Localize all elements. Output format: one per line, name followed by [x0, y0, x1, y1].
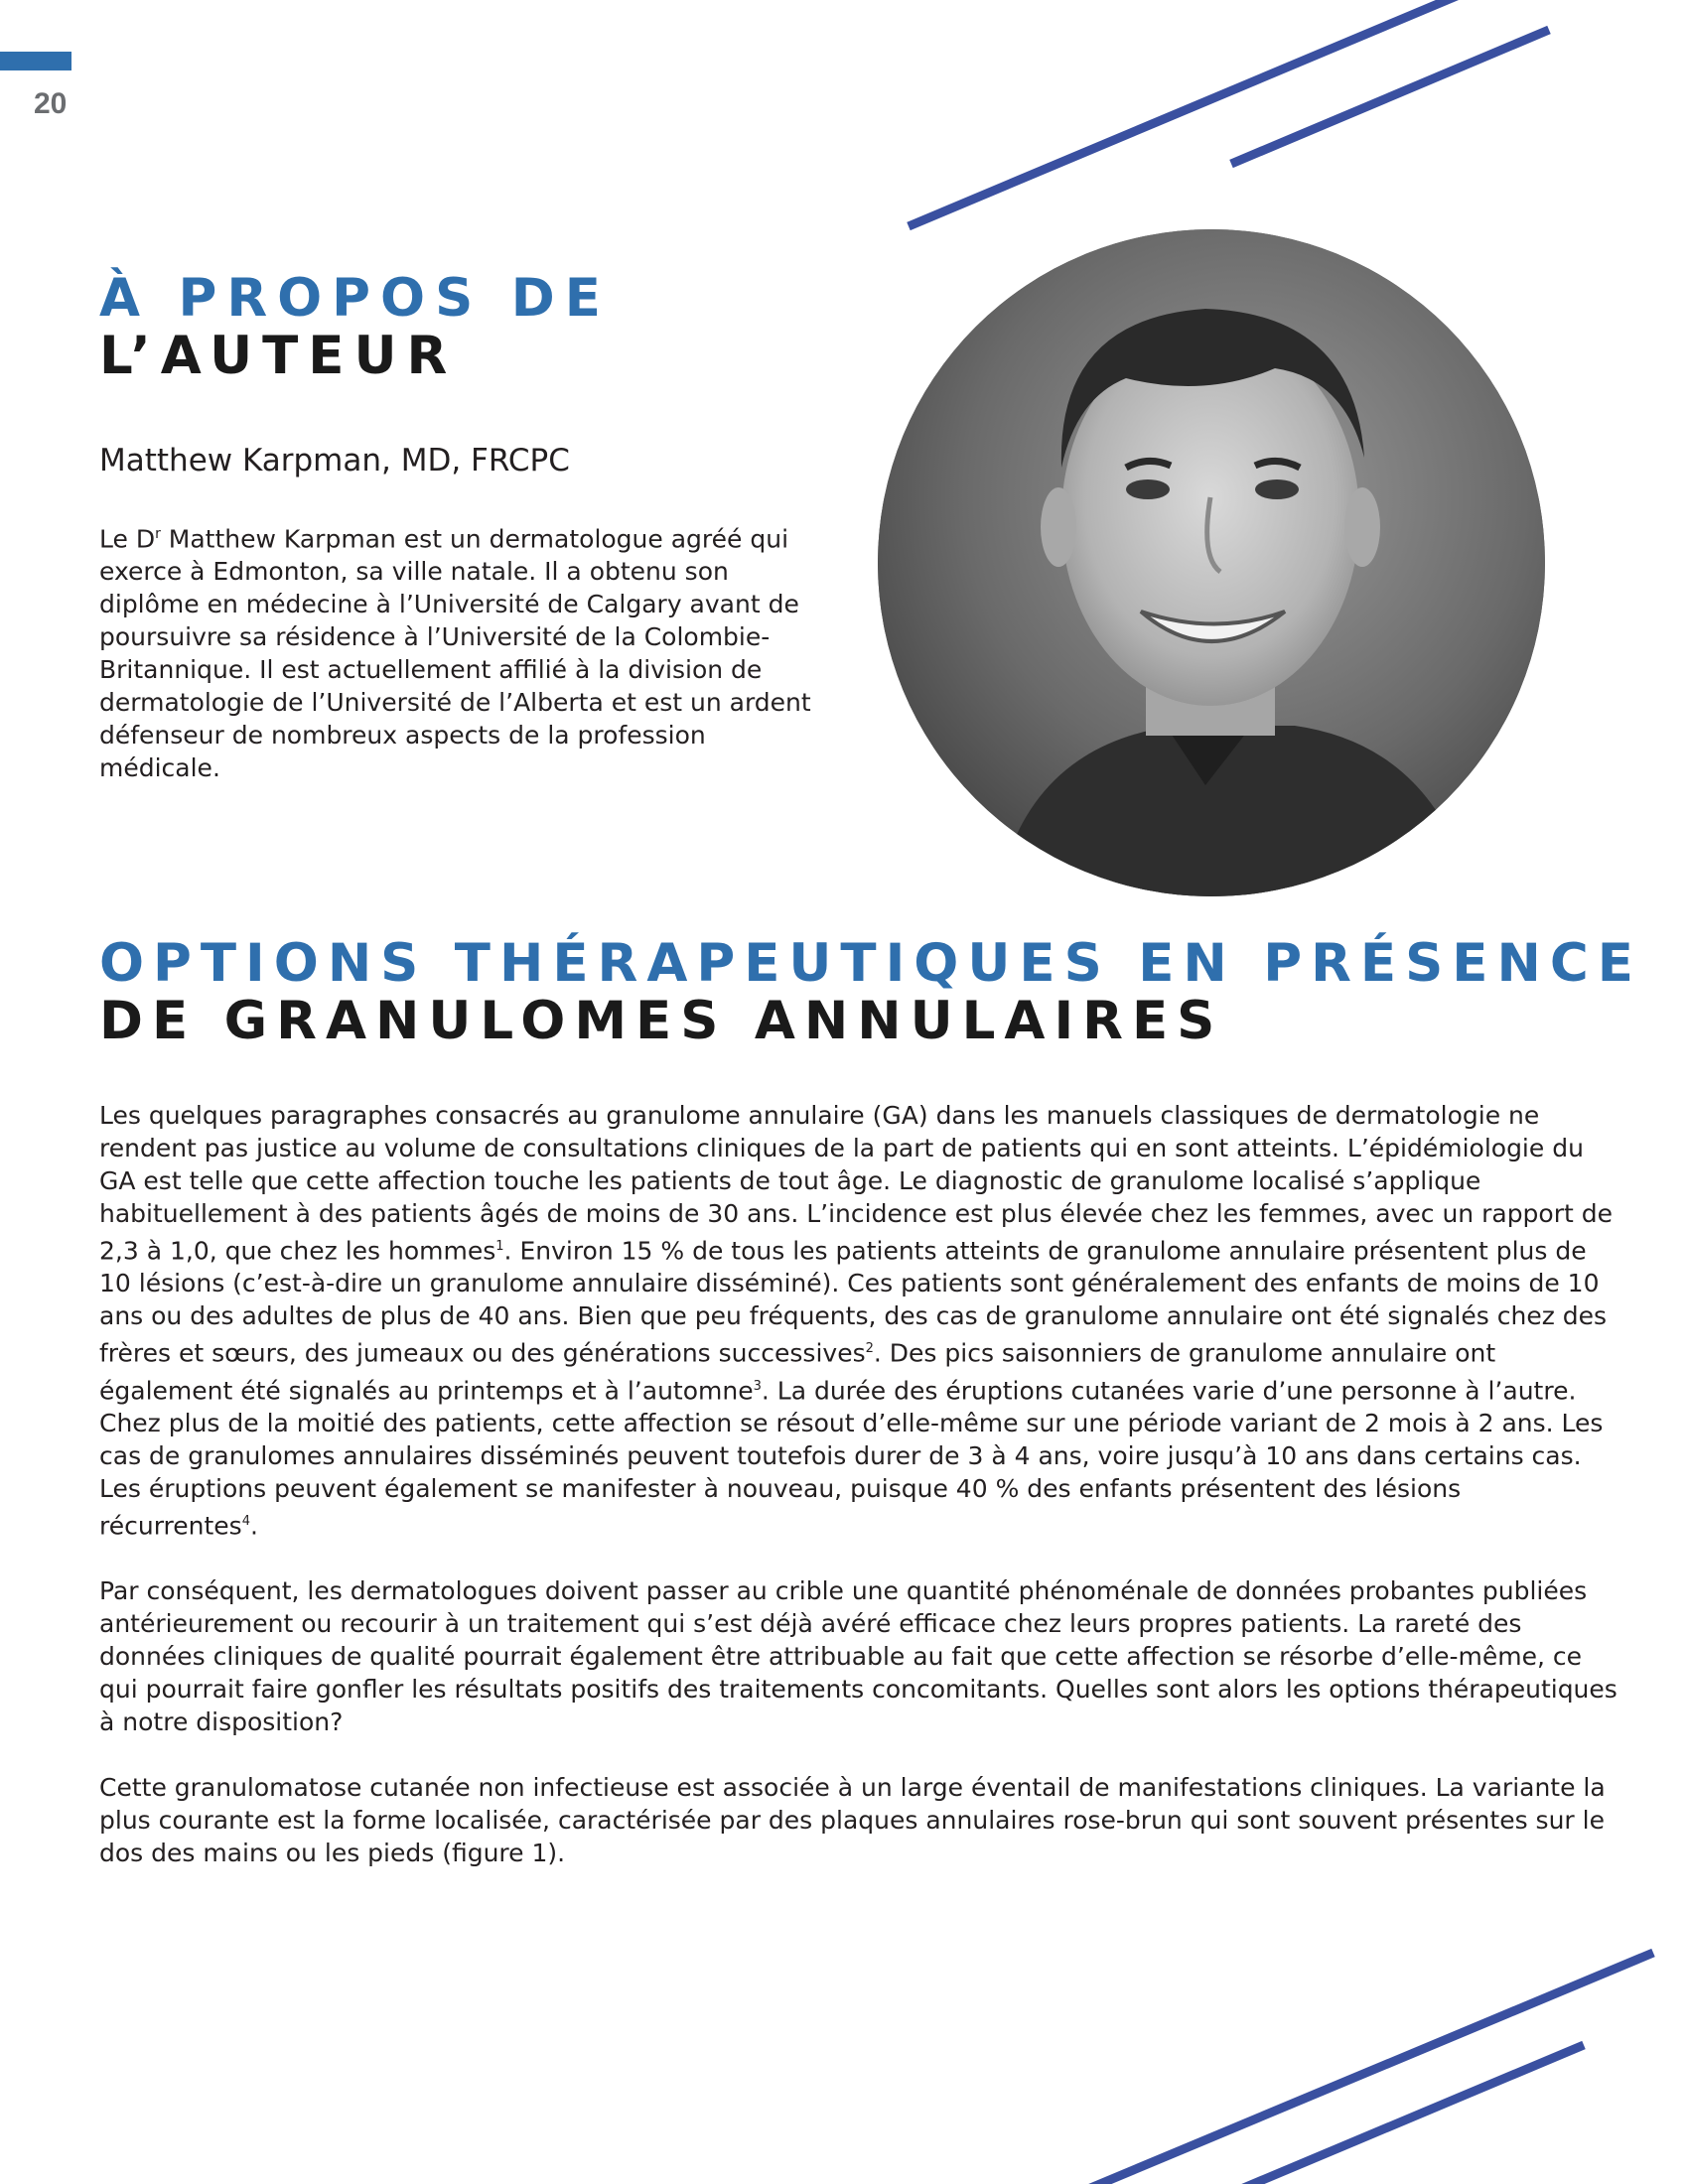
- page-number: 20: [34, 87, 68, 120]
- article-paragraph-2: Par conséquent, les dermatologues doivent passer au crible une quantité phénoménale de données probantes publiées antérieurement ou recourir à un traitement qui s’est déjà avéré efficace chez leurs propres patients. La rareté des données cliniques de qualité pourrait également être attribuable au fait que cette affection se résorbe d’elle-même, ce qui pourrait faire gonfler les résultats positifs des traitements concomitants. Quelles sont alors les options thérapeutiques à notre disposition?: [99, 1576, 1618, 1737]
- stripe-top-short: [1231, 30, 1549, 164]
- stripe-bottom-long: [1053, 1953, 1653, 2184]
- page-marker-bar: [0, 52, 71, 70]
- stripe-bottom-short: [1241, 2045, 1584, 2184]
- article-paragraph-3: Cette granulomatose cutanée non infectieuse est associée à un large éventail de manifestations cliniques. La variante la plus courante est la forme localisée, caractérisée par des plaques annulaires rose-brun qui sont souvent présentes sur le dos des mains ou les pieds (figure 1).: [99, 1773, 1606, 1868]
- footnote-ref-4: 4: [241, 1513, 250, 1529]
- author-name: Matthew Karpman, MD, FRCPC: [99, 443, 570, 478]
- stripe-top-long: [909, 0, 1494, 226]
- bio-superscript: r: [155, 526, 161, 542]
- about-heading-line1: À PROPOS DE: [99, 268, 611, 329]
- portrait-illustration: [878, 229, 1545, 896]
- p1-text-e: .: [249, 1511, 258, 1541]
- p1-text-a: Les quelques paragraphes consacrés au granulome annulaire (GA) dans les manuels classiques de dermatologie ne rendent pas justice au volume de consultations cliniques de la part de patients qui en sont atteints. L’épidémiologie du GA est telle que cette affection touche les patients de tout âge. Le diagnostic de granulome localisé s’applique habituellement à des patients âgés de moins de 30 ans. L’incidence est plus élevée chez les femmes, avec un rapport de 2,3 à 1,0, que chez les hommes: [99, 1101, 1613, 1266]
- article-heading-line2: DE GRANULOMES ANNULAIRES: [99, 991, 1224, 1052]
- author-portrait: [878, 229, 1545, 896]
- p1-text-d: . La durée des éruptions cutanées varie d’une personne à l’autre. Chez plus de la moitié des patients, cette affection se résout d’elle-même sur une période variant de 2 mois à 2 ans. Les cas de granulomes annulaires disséminés peuvent toutefois durer de 3 à 4 ans, voire jusqu’à 10 ans dans certains cas. Les éruptions peuvent également se manifester à nouveau, puisque 40 % des enfants présentent des lésions récurrentes: [99, 1375, 1604, 1541]
- bio-prefix: Le D: [99, 524, 156, 554]
- article-paragraph-1: [99, 1099, 1618, 1542]
- footnote-ref-3: 3: [753, 1378, 762, 1394]
- p1-text-c: . Des pics saisonniers de granulome annulaire ont également été signalés au printemps et à l’automne: [99, 1338, 1496, 1405]
- author-bio: [99, 518, 834, 784]
- about-author-heading: [99, 270, 611, 386]
- about-heading-line2: L’AUTEUR: [99, 326, 458, 387]
- footnote-ref-2: 2: [865, 1341, 874, 1357]
- p1-text-b: . Environ 15 % de tous les patients atteints de granulome annulaire présentent plus de 10 lésions (c’est-à-dire un granulome annulaire disséminé). Ces patients sont généralement des enfants de moins de 10 ans ou des adultes de plus de 40 ans. Bien que peu fréquents, des cas de granulome annulaire ont été signalés chez des frères et sœurs, des jumeaux ou des générations successives: [99, 1236, 1608, 1368]
- article-heading: [99, 935, 1668, 1051]
- footnote-ref-1: 1: [495, 1239, 504, 1254]
- article-body: [99, 1099, 1618, 1902]
- bio-text: Matthew Karpman est un dermatologue agréé qui exerce à Edmonton, sa ville natale. Il a obtenu son diplôme en médecine à l’Université de Calgary avant de poursuivre sa résidence à l’Université de la Colombie-Britannique. Il est actuellement affilié à la division de dermatologie de l’Université de l’Alberta et est un ardent défenseur de nombreux aspects de la profession médicale.: [99, 524, 811, 783]
- article-heading-line1: OPTIONS THÉRAPEUTIQUES EN PRÉSENCE: [99, 933, 1642, 994]
